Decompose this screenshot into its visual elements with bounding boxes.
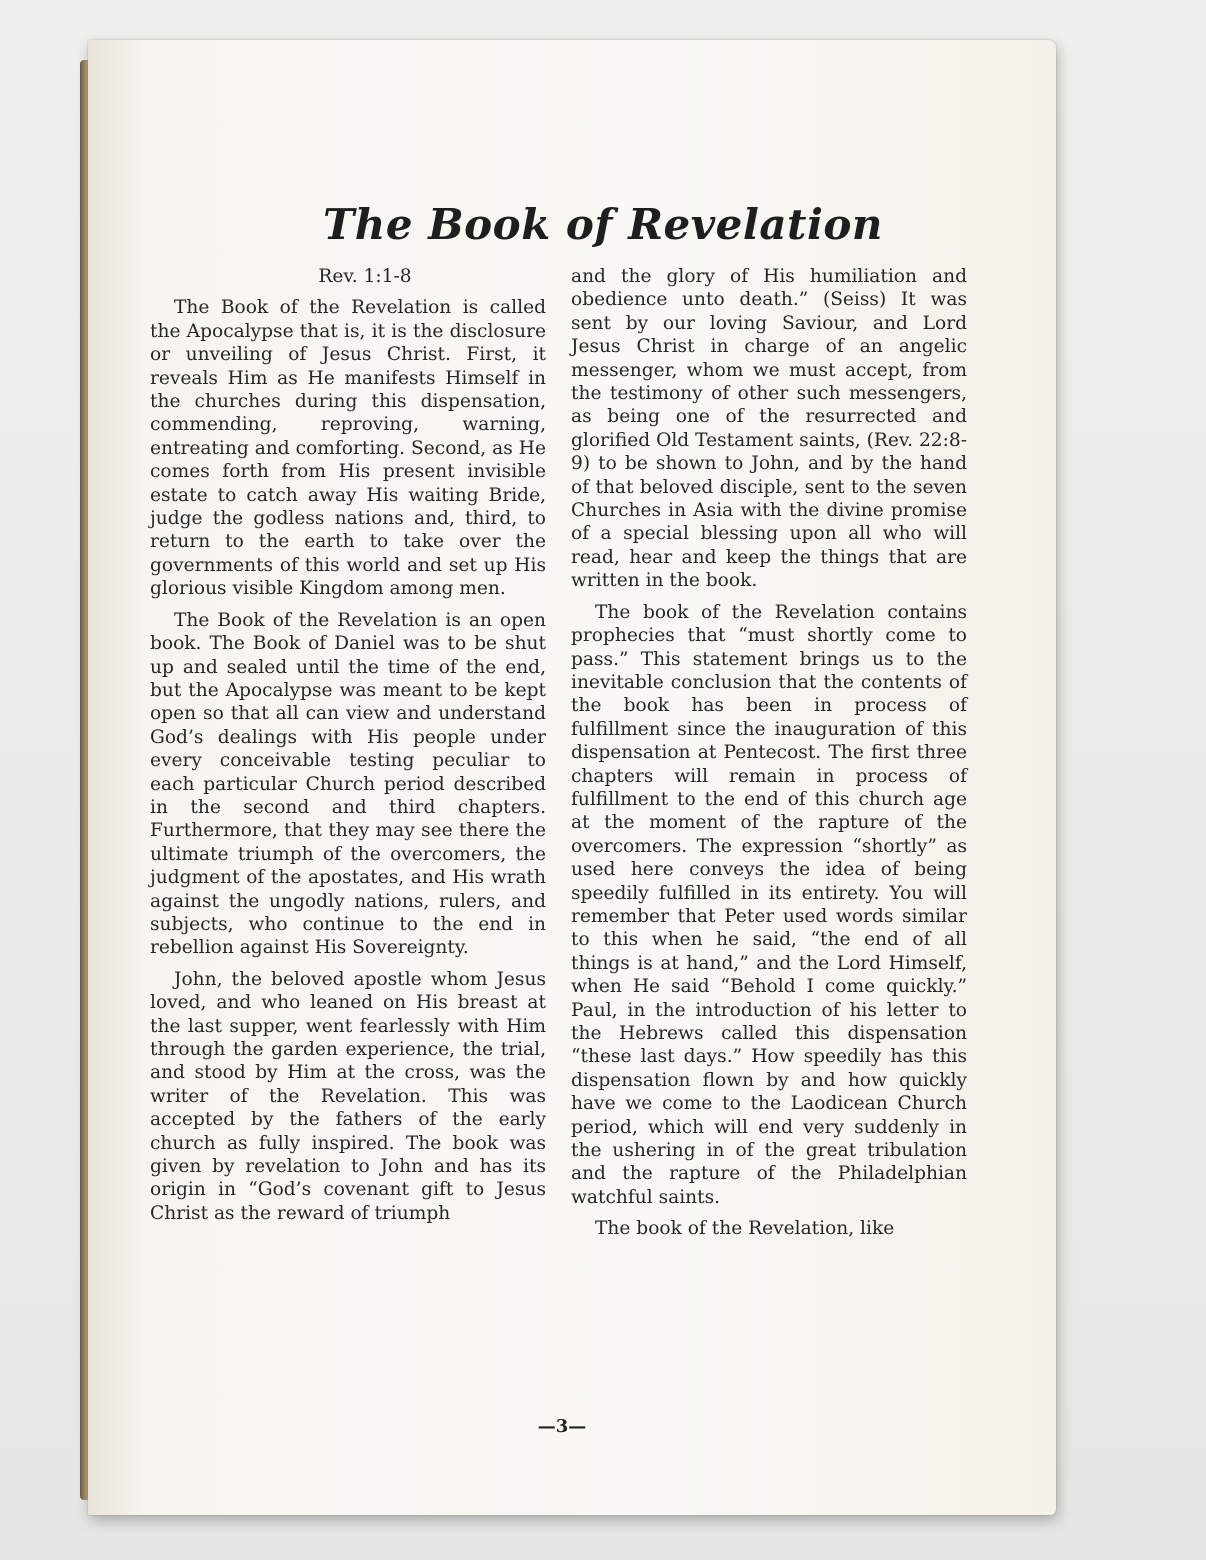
scripture-reference: Rev. 1:1-8 [318, 266, 412, 287]
right-column [571, 265, 967, 1249]
page-number: —3— [537, 1416, 587, 1437]
paragraph: John, the beloved apostle whom Jesus loved, and who leaned on His breast at the last supper, went fearlessly with Him through the garden experience, the trial, and stood by Him at the cross, was the writer of the Revelation. This was accepted by the fathers of the early church as fully inspired. The book was given by revelation to John and has its origin in “God’s covenant gift to Jesus Christ as the reward of triumph [150, 968, 546, 1224]
paragraph: and the glory of His humiliation and obedience unto death.” (Seiss) It was sent by our loving Saviour, and Lord Jesus Christ in charge of an angelic messenger, whom we must accept, from the testimony of other such messengers, as being one of the resurrected and glorified Old Testament saints, (Rev. 22:8-9) to be shown to John, and by the hand of that beloved disciple, sent to the seven Churches in Asia with the divine promise of a special blessing upon all who will read, hear and keep the things that are written in the book. [571, 266, 967, 592]
paragraph: The Book of the Revelation is an open book. The Book of Daniel was to be shut up and sealed until the time of the end, but the Apocalypse was meant to be kept open so that all can view and understand God’s dealings with His people under every conceivable testing peculiar to each particular Church period described in the second and third chapters. Furthermore, that they may see there the ultimate triumph of the overcomers, the judgment of the apostates, and His wrath against the ungodly nations, rulers, and subjects, who continue to the end in rebellion against His Sovereignty. [150, 609, 546, 959]
left-column [150, 265, 546, 1233]
paragraph: The book of the Revelation, like [595, 1218, 895, 1240]
paragraph: The book of the Revelation contains prophecies that “must shortly come to pass.” This statement brings us to the inevitable conclusion that the contents of the book has been in process of fulfillment since the inauguration of this dispensation at Pentecost. The first three chapters will remain in process of fulfillment to the end of this church age at the moment of the rapture of the overcomers. The expression “shortly” as used here conveys the idea of being speedily fulfilled in its entirety. You will remember that Peter used words similar to this when he said, “the end of all things is at hand,” and the Lord Himself, when He said “Behold I come quickly.” Paul, in the introduction of his letter to the Hebrews called this dispensation “these last days.” How speedily has this dispensation flown by and how quickly have we come to the Laodicean Church period, which will end very suddenly in the ushering in of the great tribulation and the rapture of the Philadelphian watchful saints. [571, 601, 967, 1208]
page-title: The Book of Revelation [323, 200, 883, 249]
paragraph: The Book of the Revelation is called the Apocalypse that is, it is the disclosure or unveiling of Jesus Christ. First, it reveals Him as He manifests Himself in the churches during this dispensation, commending, reproving, warning, entreating and comforting. Second, as He comes forth from His present invisible estate to catch away His waiting Bride, judge the godless nations and, third, to return to the earth to take over the governments of this world and set up His glorious visible Kingdom among men. [150, 297, 546, 600]
